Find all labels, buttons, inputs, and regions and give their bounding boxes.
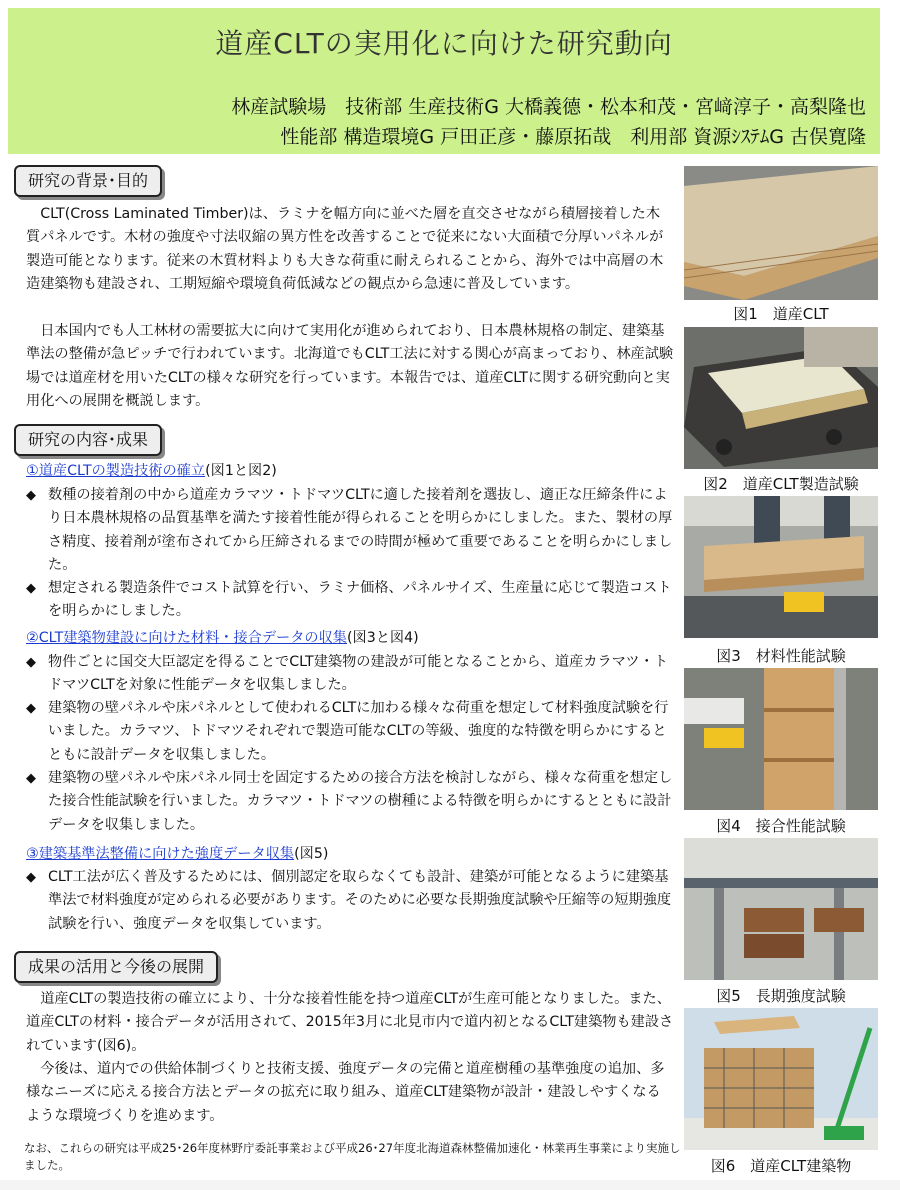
background-paragraph-1: CLT(Cross Laminated Timber)は、ラミナを幅方向に並べた層を直交させながら積層接着した木質パネルです。木材の強度や寸法収縮の異方性を改善することで従来にない大面積で分厚いパネルが製造可能となります。従来の木質材料よりも大きな荷重に耐えられることから、海外では中高層の木造建築物も建設され、工期短縮や環境負荷低減などの観点から急速に普及しています。 (26, 206, 664, 292)
list-item: ◆ 建築物の壁パネルや床パネルとして使われるCLTに加わる様々な荷重を想定して材料強度試験を行いました。カラマツ、トドマツそれぞれで製造可能なCLTの等級、強度的な特徴を明らかにするとともに設計データを収集しました。 (26, 697, 676, 767)
authors-line-2: 性能部 構造環境G 戸田正彦・藤原拓哉 利用部 資源ｼｽﾃﾑG 古俣寛隆 (280, 126, 866, 148)
list-item: ◆ 想定される製造条件でコスト試算を行い、ラミナ価格、パネルサイズ、生産量に応じて製造コストを明らかにしました。 (26, 577, 676, 624)
subheading-2 (26, 627, 419, 647)
bullet-icon: ◆ (26, 771, 36, 786)
photo-clt-building (684, 1008, 878, 1150)
subheading-1 (26, 460, 277, 480)
list-item: ◆ 数種の接着剤の中から道産カラマツ・トドマツCLTに適した接着剤を選抜し、適正な圧締条件により日本農林規格の品質基準を満たす接着性能が得られることを明らかにしました。また、製材の厚さ精度、接着剤が塗布されてから圧締されるまでの時間が極めて重要であることを明らかにしました。 (26, 484, 676, 577)
results-paragraph-2: 今後は、道内での供給体制づくりと技術支援、強度データの完備と道産樹種の基準強度の追加、多様なニーズに応える接合方法とデータの拡充に取り組み、道産CLT建築物が設計・建設しやすくなるような環境づくりを進めます。 (26, 1061, 665, 1124)
list-item: ◆ 建築物の壁パネルや床パネル同士を固定するための接合方法を検討しながら、様々な荷重を想定した接合性能試験を行いました。カラマツ・トドマツの樹種による特徴を明らかにするとともに設計データを収集しました。 (26, 767, 676, 837)
page-title: 道産CLTの実用化に向けた研究動向 (215, 27, 673, 60)
photo-clt-panel (684, 166, 878, 300)
photo-manufacturing-test (684, 327, 878, 469)
background-paragraph-2: 日本国内でも人工林材の需要拡大に向けて実用化が進められており、日本農林規格の制定、建築基準法の整備が急ピッチで行われています。北海道でもCLT工法に対する関心が高まっており、林産試験場では道産材を用いたCLTの様々な研究を行っています。本報告では、道産CLTに関する研究動向と実用化への展開を概説します。 (26, 323, 674, 409)
section-heading-content: 研究の内容･成果 (14, 424, 162, 456)
subheading-3-ref: (図5) (294, 846, 329, 862)
section-heading-results: 成果の活用と今後の展開 (14, 951, 218, 983)
title-banner (8, 8, 880, 154)
funding-note: なお、これらの研究は平成25･26年度林野庁委託事業および平成26･27年度北海道森林整備加速化・林業再生事業により実施しました。 (24, 1141, 681, 1172)
caption-fig5: 図5 長期強度試験 (716, 987, 846, 1005)
authors-line-1: 林産試験場 技術部 生産技術G 大橋義德・松本和茂・宮﨑淳子・高梨隆也 (231, 96, 866, 118)
list-item: ◆ 物件ごとに国交大臣認定を得ることでCLT建築物の建設が可能となることから、道産カラマツ・トドマツCLTを対象に性能データを収集しました。 (26, 651, 676, 698)
subheading-1-link[interactable]: ①道産CLTの製造技術の確立 (26, 463, 206, 479)
bullet-icon: ◆ (26, 655, 36, 670)
photo-material-test (684, 496, 878, 638)
results-paragraph-1: 道産CLTの製造技術の確立により、十分な接着性能を持つ道産CLTが生産可能となりました。また、道産CLTの材料・接合データが活用されて、2015年3月に北見市内で道内初となるCLT建築物も建設されています(図6)。 (26, 991, 674, 1054)
section-heading-background: 研究の背景･目的 (14, 165, 162, 197)
caption-fig1: 図1 道産CLT (733, 305, 829, 323)
bullet-icon: ◆ (26, 581, 36, 596)
footer-divider (0, 1180, 900, 1190)
subheading-3-link[interactable]: ③建築基準法整備に向けた強度データ収集 (26, 846, 295, 862)
subheading-2-link[interactable]: ②CLT建築物建設に向けた材料・接合データの収集 (26, 630, 347, 646)
photo-joint-test (684, 668, 878, 810)
bullet-icon: ◆ (26, 870, 36, 885)
list-item: ◆ CLT工法が広く普及するためには、個別認定を取らなくても設計、建築が可能となるように建築基準法で材料強度が定められる必要があります。そのために必要な長期強度試験や圧縮等の短期強度試験を行い、強度データを収集しています。 (26, 866, 676, 936)
caption-fig3: 図3 材料性能試験 (716, 647, 846, 665)
bullet-icon: ◆ (26, 701, 36, 716)
subheading-1-ref: (図1と図2) (205, 463, 277, 479)
bullet-icon: ◆ (26, 488, 36, 503)
subheading-3 (26, 843, 328, 863)
subheading-2-ref: (図3と図4) (347, 630, 419, 646)
caption-fig6: 図6 道産CLT建築物 (710, 1157, 852, 1175)
photo-long-term-test (684, 838, 878, 980)
caption-fig4: 図4 接合性能試験 (716, 817, 846, 835)
caption-fig2: 図2 道産CLT製造試験 (703, 475, 859, 493)
